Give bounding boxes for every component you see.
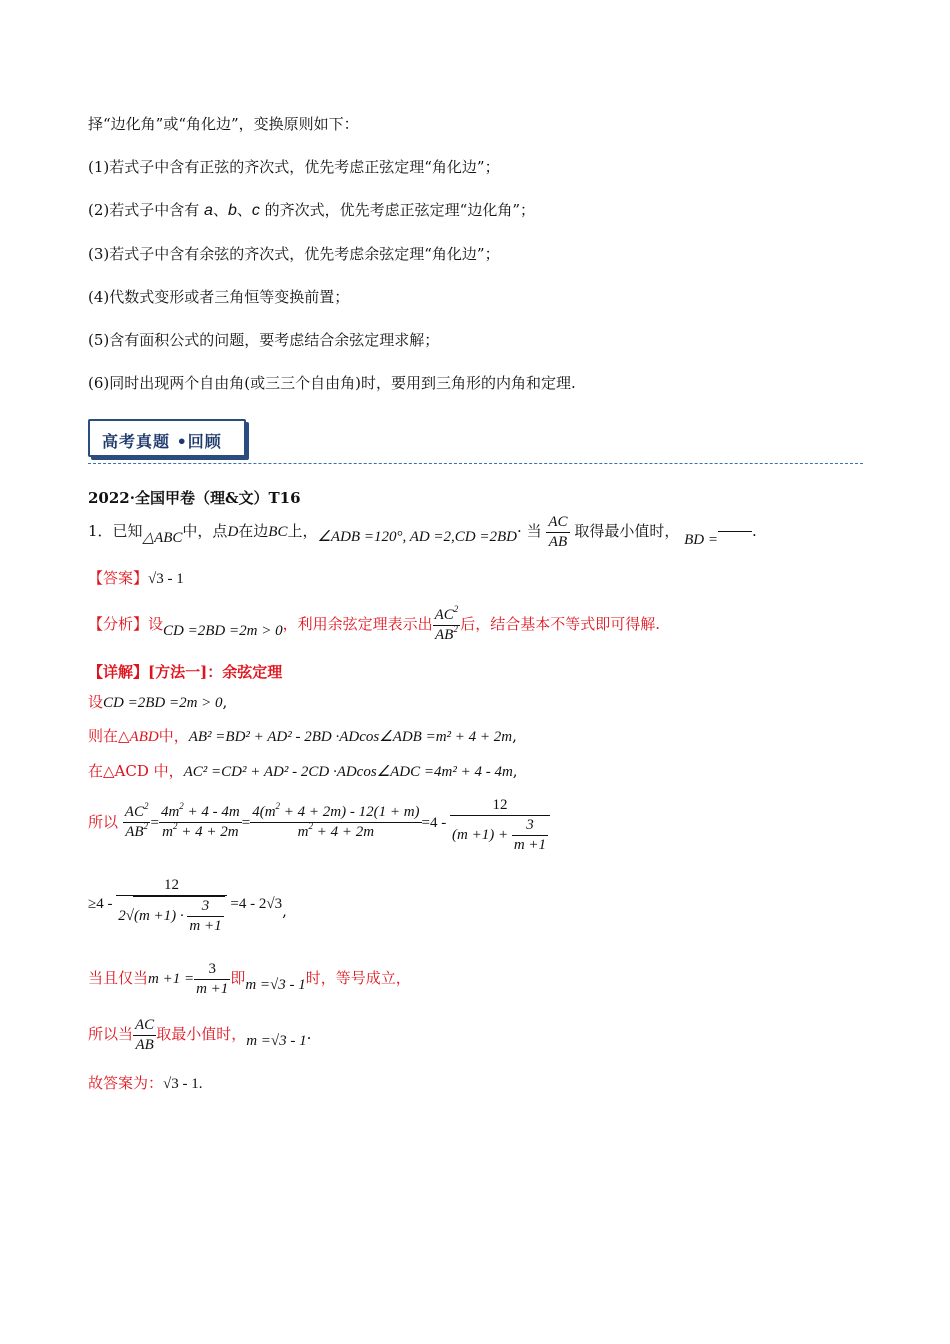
var-c: c	[251, 202, 260, 219]
section-divider	[88, 463, 863, 464]
step-6-equality: 当且仅当m +1 = $\frac{3}{m +1}$ 即m =√3 - 1时，等号成立，	[88, 960, 411, 997]
rule-2-rest: 的齐次式，优先考虑正弦定理“边化角”；	[264, 201, 535, 219]
var-b: b	[227, 202, 237, 219]
step-3: 在△ACD 中，AC² =CD² + AD² - 2CD ·ADcos∠ADC =4m² + 4 - 4m,	[88, 762, 518, 780]
step-1: 设CD =2BD =2m > 0,	[88, 693, 228, 711]
var-a: a	[204, 202, 213, 219]
rule-2: (2)若式子中含有 a、b、c 的齐次式，优先考虑正弦定理“边化角”；	[88, 201, 535, 219]
final-answer: 故答案为：√3 - 1.	[88, 1074, 203, 1092]
answer-line: 【答案】√3 - 1	[88, 569, 184, 587]
problem-statement: 1．已知△ABC中，点D在边BC上，∠ADB =120°, AD =2,CD =2BD· 当 $\frac{AC}{AB}$ 取得最小值时， BD = .	[88, 513, 757, 550]
intro-text: 择“边化角”或“角化边”，变换原则如下：	[88, 115, 359, 133]
step-5-inequality: ≥4 - 12 2√(m +1) · $\frac{3}{m +1}$ =4 - 2√3,	[88, 877, 287, 934]
rule-4: (4)代数式变形或者三角恒等变换前置；	[88, 288, 350, 306]
problem-source: 2022·全国甲卷（理&文）T16	[88, 489, 301, 507]
fraction-ac-ab: $\frac{AC}{AB}$	[548, 513, 568, 550]
analysis-line: 【分析】设CD =2BD =2m > 0，利用余弦定理表示出 $\frac{AC^2}{AB^2}$ 后，结合基本不等式即可得解.	[88, 603, 661, 643]
step-7-conclusion: 所以当 $\frac{AC}{AB}$ 取最小值时，m =√3 - 1.	[88, 1016, 312, 1053]
answer-prompt: BD =	[684, 532, 718, 548]
rule-5: (5)含有面积公式的问题，要考虑结合余弦定理求解；	[88, 331, 440, 349]
section-banner	[88, 419, 246, 457]
rule-6: (6)同时出现两个自由角(或三三个自由角)时，要用到三角形的内角和定理.	[88, 374, 576, 392]
rule-2-lead: (2)若式子中含有	[88, 201, 200, 219]
answer-blank	[718, 531, 752, 532]
banner-title: 高考真题 •回顾	[102, 432, 222, 451]
detail-header: 【详解】[方法一]：余弦定理	[88, 663, 283, 681]
step-2: 则在△ABD中，AB² =BD² + AD² - 2BD ·ADcos∠ADB =m² + 4 + 2m,	[88, 727, 517, 745]
step-4-ratio: 所以 $\frac{AC^2}{AB^2}$ = $\frac{4m^2 + 4 - 4m}{m^2 + 4 + 2m}$ = $\frac{4(m^2 + 4 + 2m) - 12(1 + m)}{m^2 + 4 + 2m}$ =4 - 12 (m +1) + $\frac{3}{m +1}$	[88, 796, 550, 855]
rule-3: (3)若式子中含有余弦的齐次式，优先考虑余弦定理“角化边”；	[88, 245, 500, 263]
answer-value: √3 - 1	[148, 571, 184, 587]
problem-condition: ∠ADB =120°, AD =2,CD =2BD	[317, 529, 518, 545]
rule-1: (1)若式子中含有正弦的齐次式，优先考虑正弦定理“角化边”；	[88, 158, 500, 176]
